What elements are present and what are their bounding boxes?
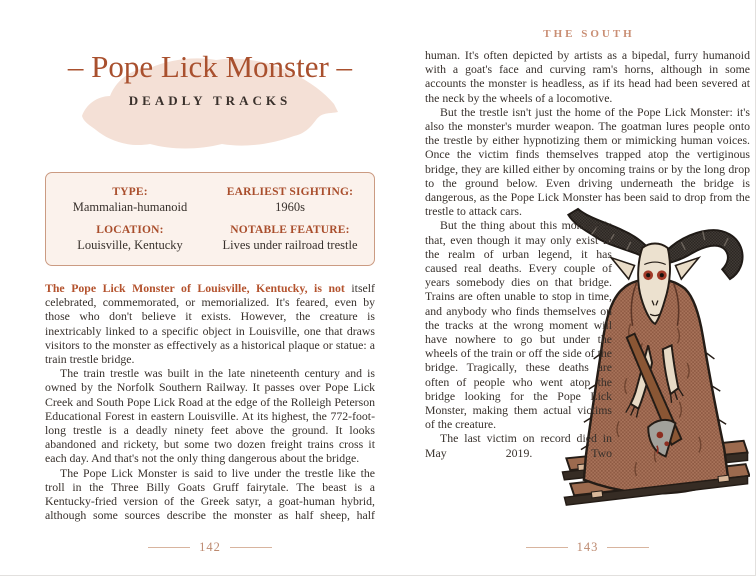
right-page-footer xyxy=(425,540,750,555)
left-page xyxy=(45,28,375,575)
right-page-body xyxy=(425,48,750,460)
fact-location-label: LOCATION: xyxy=(96,224,164,236)
fact-type xyxy=(52,186,208,215)
decorative-rule xyxy=(526,547,568,548)
rail-bolt-plate xyxy=(718,475,729,482)
goat-ear-left xyxy=(611,257,634,278)
left-page-body xyxy=(45,281,375,522)
paragraph-text: itself celebrated, commemorated, or memorialized. It's feared, even by those who don't believe it exists. However, the creature is inextricably linked to a specific object in Louisville, one that draws visitors to the monster as effectively as a historical plaque or statue: a train trestle bridge. xyxy=(45,281,375,367)
fact-earliest-sighting xyxy=(212,186,368,215)
left-page-footer xyxy=(45,540,375,555)
lead-sentence: The Pope Lick Monster of Louisville, Kentucky, is not xyxy=(45,281,345,295)
paragraph: But the thing about this monster is that, even though it may only exist in the realm of urban legend, it has caused real deaths. Every couple of years somebody dies on that bridge. Trains are often unable to stop in time, and anybody who finds themselves on the tracks at the wrong moment will have nowhere to go but under the wheels of the train or off the side of the bridge. Tragically, these deaths are often of people who went atop the bridge looking for the Pope Lick Monster, making them actual victims of the creature. xyxy=(425,218,612,432)
page-number: 143 xyxy=(576,540,599,554)
chapter-subtitle: DEADLY TRACKS xyxy=(128,93,292,109)
right-page xyxy=(425,28,750,575)
fact-box xyxy=(45,172,375,266)
fact-notable-feature xyxy=(212,224,368,253)
paragraph: The train trestle was built in the late nineteenth century and is owned by the Norfolk Southern Railway. It passes over Pope Lick Creek and South Pope Lick Road at the edge of the Rolleigh Peterson Educational Forest in eastern Louisville. At its highest, the 772-foot-long trestle is a deadly ninety feet above the ground. It looks abandoned and rickety, but some two dozen freight trains cross it each day. And that's not the only thing dangerous about the bridge. xyxy=(45,366,375,466)
fact-type-label: TYPE: xyxy=(112,186,148,198)
fact-notable-feature-value: Lives under railroad trestle xyxy=(222,238,358,252)
paragraph: The last victim on record died in May 2019. Two xyxy=(425,431,612,460)
fact-earliest-sighting-value: 1960s xyxy=(275,200,305,214)
paragraph xyxy=(45,281,375,366)
paragraph: The Pope Lick Monster is said to live under the trestle like the troll in the Three Billy Goats Gruff fairytale. The beast is a Kentucky-fried version of the Greek satyr, a goat-human hybrid, although some sources describe the monster as half sheep, half xyxy=(45,465,375,523)
decorative-rule xyxy=(230,547,272,548)
fact-location-value: Louisville, Kentucky xyxy=(77,238,183,252)
fact-earliest-sighting-label: EARLIEST SIGHTING: xyxy=(226,186,354,198)
paragraph: human. It's often depicted by artists as a bipedal, furry humanoid with a goat's face and curving ram's horns, although in some accounts the monster is headless, as if its head had been severed at the neck by the wheels of a locomotive. xyxy=(425,48,750,105)
decorative-rule xyxy=(148,547,190,548)
chapter-header xyxy=(45,50,375,158)
fact-type-value: Mammalian-humanoid xyxy=(72,200,188,214)
rail-bolt-plate xyxy=(591,491,602,498)
decorative-rule xyxy=(607,547,649,548)
paragraph: But the trestle isn't just the home of the Pope Lick Monster: it's also the monster's murder weapon. The goatman lures people onto the trestle by either hypnotizing them or mimicking human voices. Once the victim finds themselves trapped atop the vertiginous bridge, they are killed either by oncoming trains or by the long drop to the ground below. Even driving underneath the bridge is dangerous, as the Pope Lick Monster has been said to drop from the trestle to attack cars. xyxy=(425,104,750,219)
fact-location xyxy=(52,224,208,253)
goat-ear-right xyxy=(675,257,698,278)
running-head: THE SOUTH xyxy=(543,28,635,40)
chapter-title: – Pope Lick Monster – xyxy=(67,49,353,84)
page-number: 142 xyxy=(199,540,221,554)
fact-notable-feature-label: NOTABLE FEATURE: xyxy=(230,224,350,236)
